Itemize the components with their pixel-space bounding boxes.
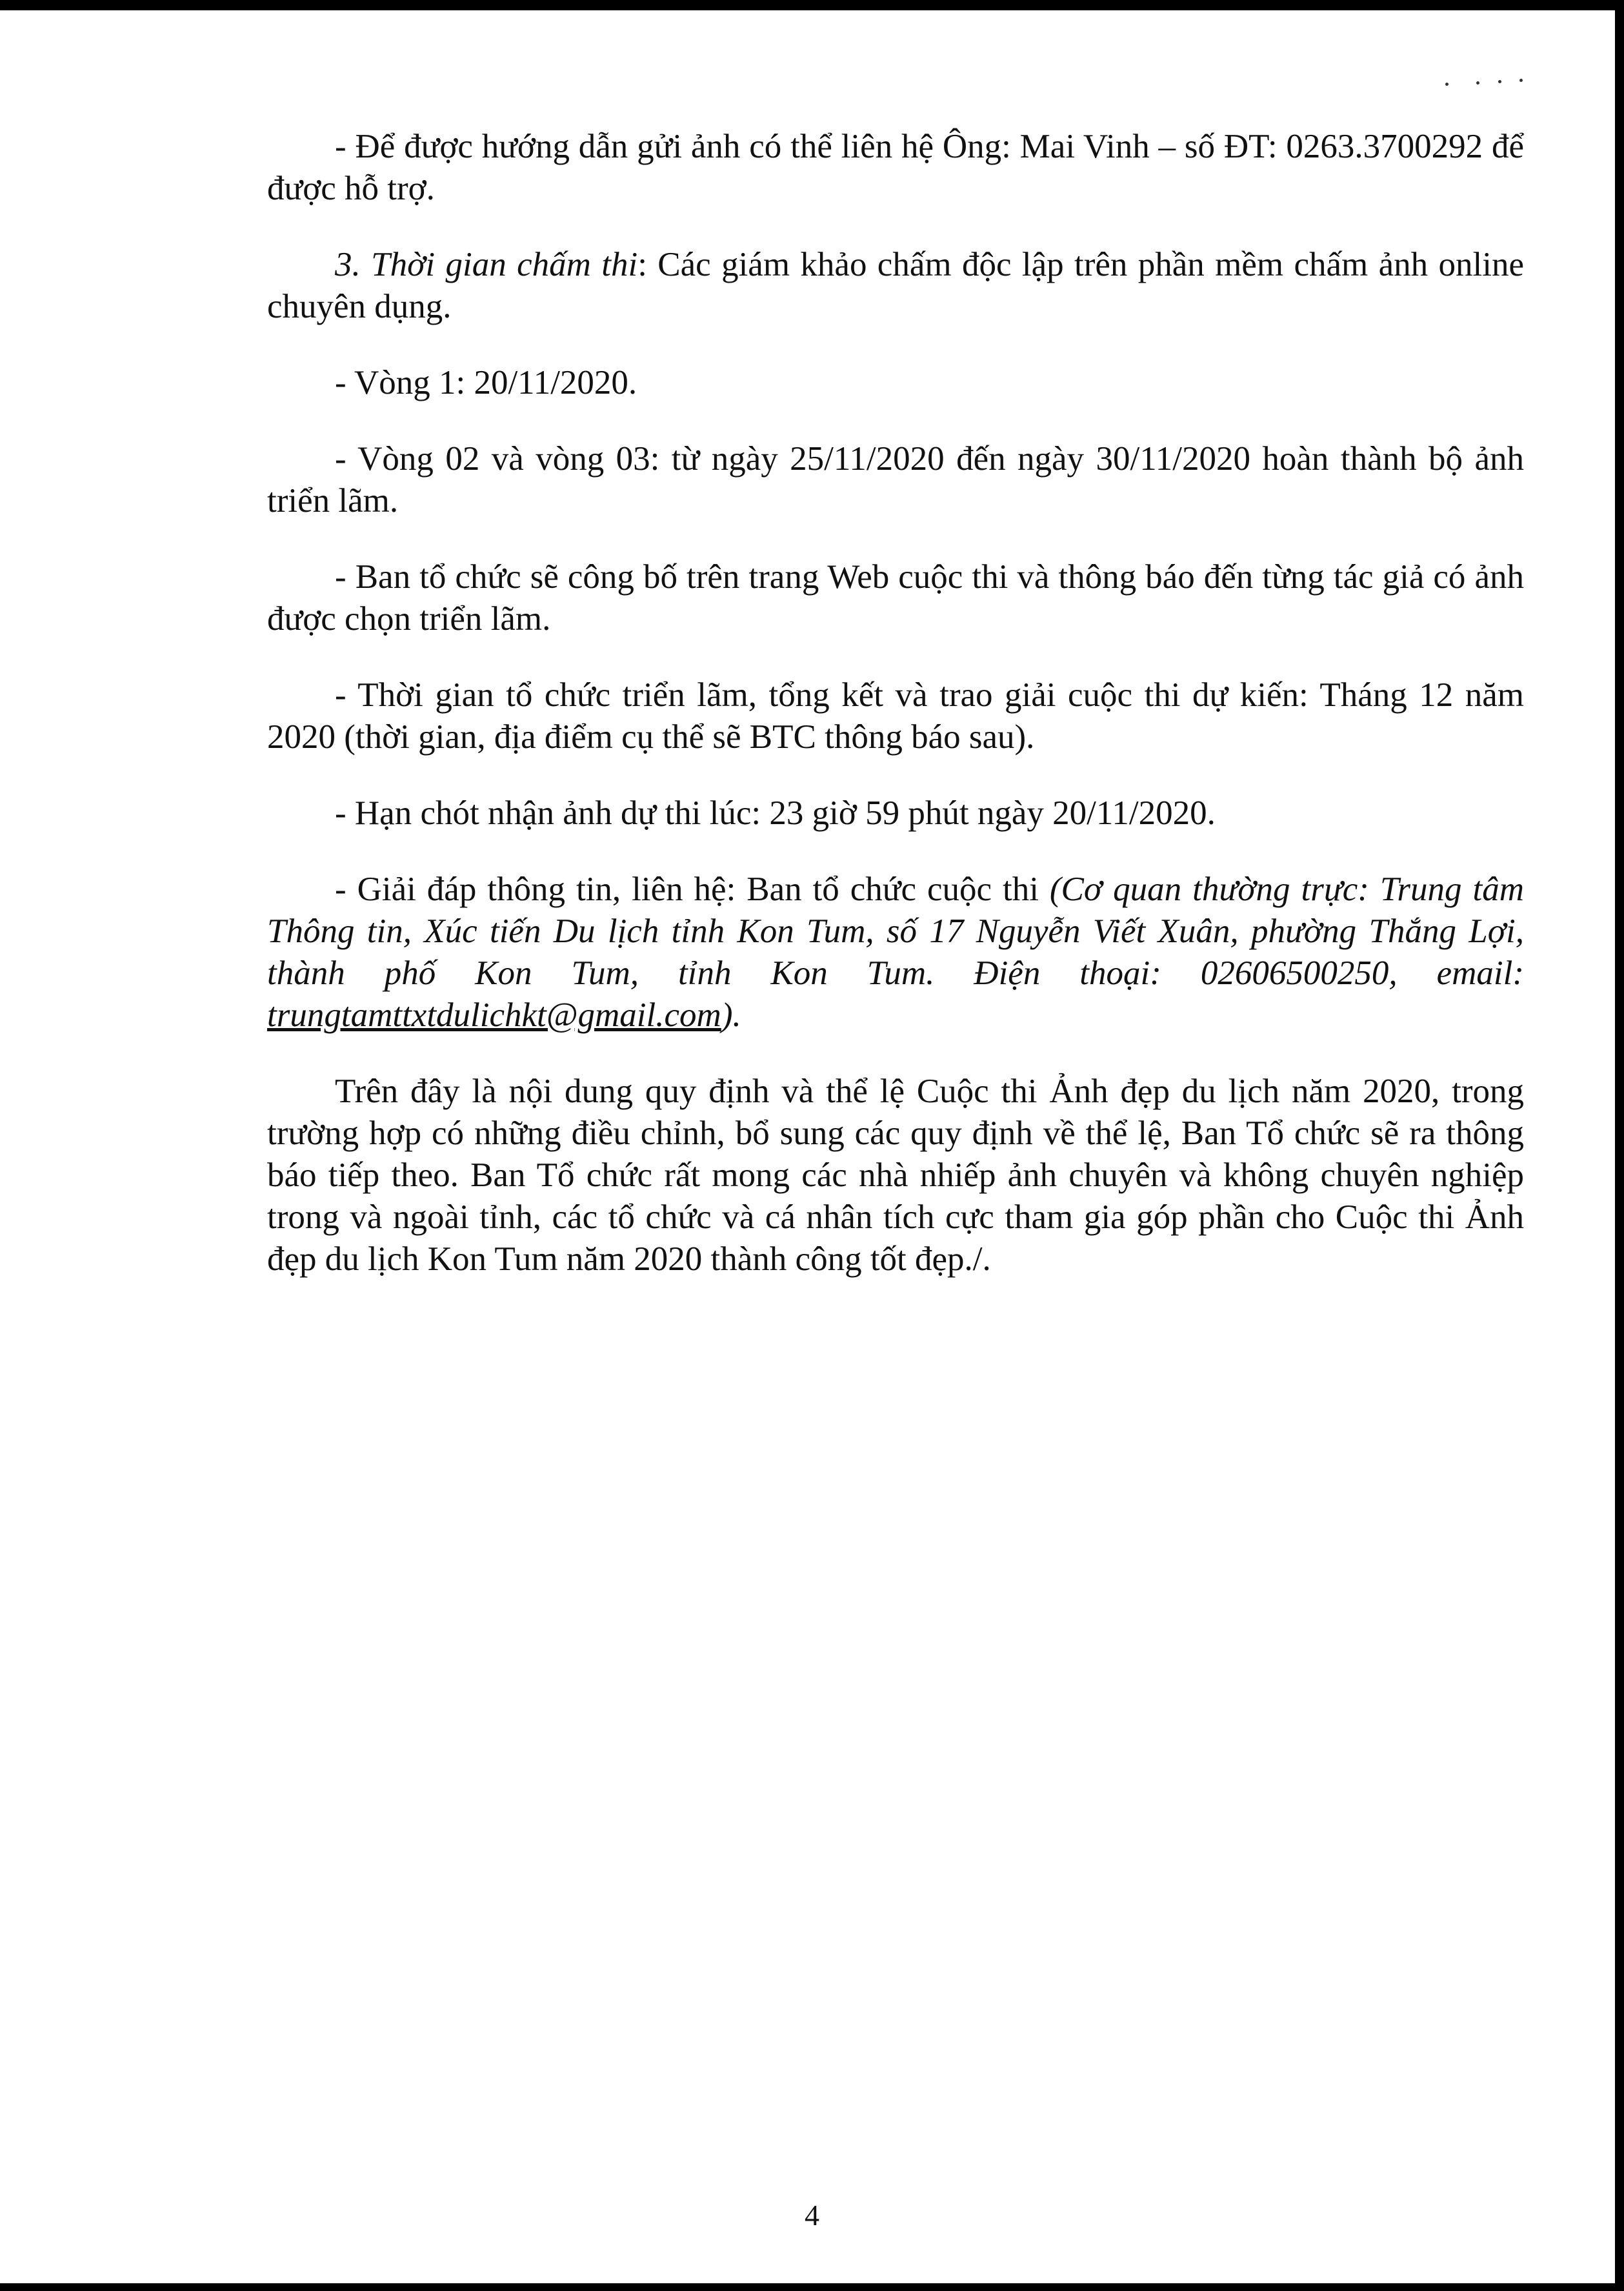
paragraph-judging-time bbox=[267, 244, 1524, 328]
scan-edge-right bbox=[1615, 0, 1624, 2291]
paragraph-round-1: - Vòng 1: 20/11/2020. bbox=[335, 364, 637, 401]
judging-text: : Các giám khảo chấm độc lập trên phần mềm chấm ảnh online chuyên dụng. bbox=[267, 246, 1524, 325]
paragraph-announcement: - Ban tổ chức sẽ công bố trên trang Web cuộc thi và thông báo đến từng tác giả có ảnh được chọn triển lãm. bbox=[267, 558, 1524, 638]
judging-label: 3. Thời gian chấm thi bbox=[335, 246, 638, 283]
paragraph-exhibition: - Thời gian tổ chức triển lãm, tổng kết và trao giải cuộc thi dự kiến: Tháng 12 năm 2020 (thời gian, địa điểm cụ thể sẽ BTC thông báo sau). bbox=[267, 676, 1524, 756]
contact-intro: - Giải đáp thông tin, liên hệ: Ban tổ chức cuộc thi bbox=[335, 871, 1050, 908]
paragraph-closing: Trên đây là nội dung quy định và thể lệ Cuộc thi Ảnh đẹp du lịch năm 2020, trong trường hợp có những điều chỉnh, bổ sung các quy định về thể lệ, Ban Tổ chức sẽ ra thông báo tiếp theo. Ban Tổ chức rất mong các nhà nhiếp ảnh chuyên và không chuyên nghiệp trong và ngoài tỉnh, các tổ chức và cá nhân tích cực tham gia góp phần cho Cuộc thi Ảnh đẹp du lịch Kon Tum năm 2020 thành công tốt đẹp./. bbox=[267, 1073, 1524, 1278]
scan-edge-top bbox=[0, 0, 1624, 10]
document-body bbox=[267, 126, 1524, 1280]
contact-details: (Cơ quan thường trực: Trung tâm Thông tin, Xúc tiến Du lịch tỉnh Kon Tum, số 17 Nguyễn Viết Xuân, phường Thắng Lợi, thành phố Kon Tum, tỉnh Kon Tum. Điện thoại: 02606500250, email: bbox=[267, 871, 1524, 992]
paragraph-deadline: - Hạn chót nhận ảnh dự thi lúc: 23 giờ 59 phút ngày 20/11/2020. bbox=[335, 794, 1216, 832]
scan-edge-bottom bbox=[0, 2283, 1624, 2291]
page-number: 4 bbox=[805, 2199, 819, 2232]
contact-close: ). bbox=[721, 996, 741, 1034]
paragraph-contact-info bbox=[267, 869, 1524, 1036]
scan-specks bbox=[1445, 79, 1529, 92]
paragraph-contact-photo: - Để được hướng dẫn gửi ảnh có thể liên hệ Ông: Mai Vinh – số ĐT: 0263.3700292 để được hỗ trợ. bbox=[267, 128, 1524, 207]
paragraph-round-2-3: - Vòng 02 và vòng 03: từ ngày 25/11/2020 đến ngày 30/11/2020 hoàn thành bộ ảnh triển lãm. bbox=[267, 440, 1524, 520]
contact-email-link[interactable]: trungtamttxtdulichkt@gmail.com bbox=[267, 996, 721, 1034]
